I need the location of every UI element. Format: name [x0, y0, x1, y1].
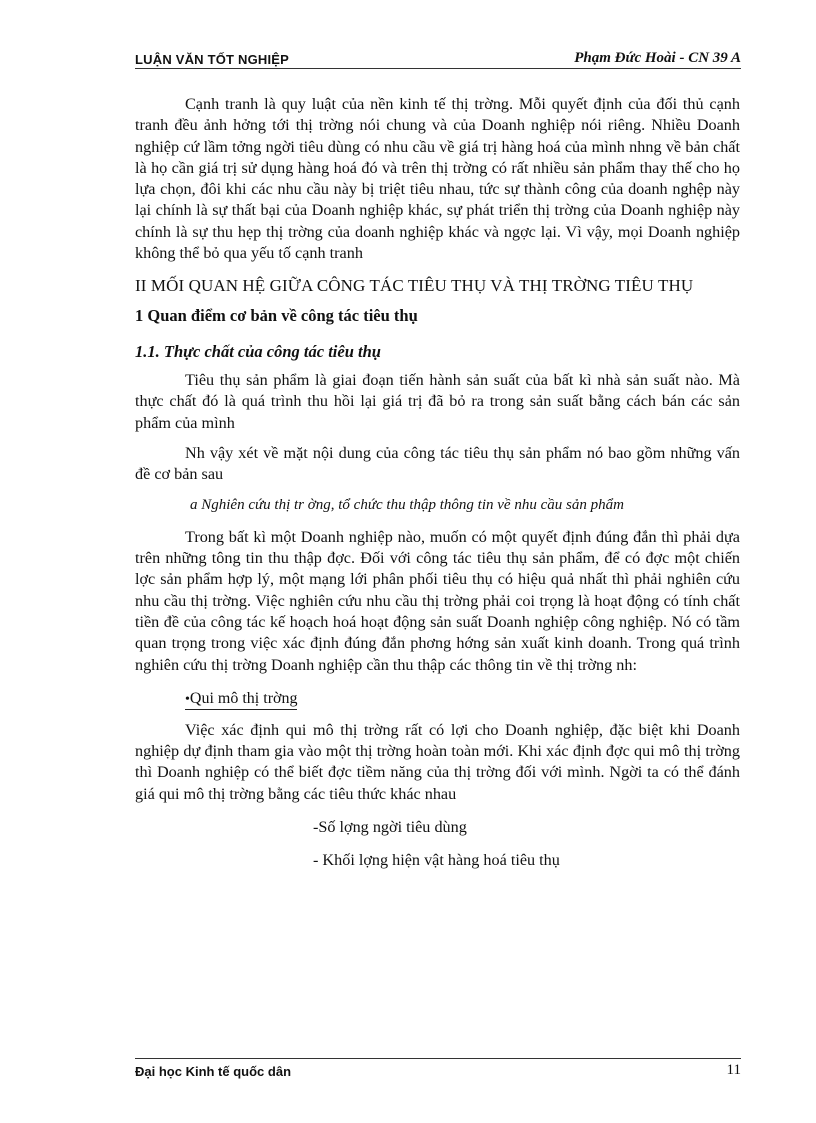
footer-university: Đại học Kinh tế quốc dân [135, 1064, 292, 1079]
item-a-heading: a Nghiên cứu thị tr ờng, tổ chức thu thập thông tin về nhu cầu sản phẩm [190, 497, 624, 514]
page-footer [135, 1058, 741, 1083]
subsection-heading: 1 Quan điểm cơ bản về công tác tiêu thụ [135, 306, 418, 326]
page-number: 11 [726, 1062, 741, 1078]
bullet-item [135, 690, 740, 710]
page-body [135, 94, 740, 872]
subsubsection-heading: 1.1. Thực chất của công tác tiêu thụ [135, 341, 381, 361]
paragraph-competition: Cạnh tranh là quy luật của nền kinh tế thị trờng. Mỗi quyết định của đối thủ cạnh tranh đều ảnh hởng tới thị trờng nói chung và của Doanh nghiệp nói riêng. Nhiều Doanh nghiệp cứ lầm tởng ngời tiêu dùng có nhu cầu về giá trị hàng hoá của mình nhng về bản chất là họ cần giá trị sử dụng hàng hoá đó và trên thị trờng có rất nhiều sản phẩm thay thế cho họ lựa chọn, đôi khi các nhu cầu này bị triệt tiêu nhau, tức sự thành công của doanh nghệp này lại chính là sự thất bại của Doanh nghiệp khác, sự phát triển thị trờng của Doanh nghiệp này chính là sự thu hẹp thị trờng của doanh nghiệp khác và ngợc lại. Vì vậy, mọi Doanh nghiệp không thể bỏ qua yếu tố cạnh tranh [135, 95, 740, 263]
bullet-icon: • [185, 691, 190, 707]
header-author: Phạm Đức Hoài - CN 39 A [574, 50, 741, 66]
list-item: -Số lợng ngời tiêu dùng [313, 818, 467, 837]
paragraph-market-size: Việc xác định qui mô thị trờng rất có lợi cho Doanh nghiệp, đặc biệt khi Doanh nghiệp dự định tham gia vào một thị trờng hoàn toàn mới. Khi xác định đợc qui mô thị trờng thì Doanh nghiệp có thể biết đợc tiềm năng của thị trờng đối với mình. Ngời ta có thể đánh giá qui mô thị trờng bằng các tiêu thức khác nhau [135, 720, 740, 803]
list-item: - Khối lợng hiện vật hàng hoá tiêu thụ [313, 851, 560, 870]
page-header [135, 50, 741, 69]
section-heading: II MỐI QUAN HỆ GIỮA CÔNG TÁC TIÊU THỤ VÀ THỊ TRỜNG TIÊU THỤ [135, 276, 694, 296]
paragraph-market-research: Trong bất kì một Doanh nghiệp nào, muốn có một quyết định đúng đắn thì phải dựa trên những tông tin thu thập đợc. Đối với công tác tiêu thụ sản phẩm, để có đợc một chiến lợc sản phẩm hợp lý, một mạng lới phân phối tiêu thụ có hiệu quả nhất thì phải nghiên cứu nhu cầu thị trờng. Việc nghiên cứu nhu cầu thị trờng phải coi trọng là hoạt động có tính chất tiền đề của công tác kế hoạch hoá hoạt động sản suất Doanh nghiệp công nghiệp. Nó có tầm quan trọng trong việc xác định đúng đắn phơng hớng sản xuất kinh doanh. Trong quá trình nghiên cứu thị trờng Doanh nghiệp cần thu thập các thông tin về thị trờng nh: [135, 527, 740, 674]
paragraph-content: Nh vậy xét về mặt nội dung của công tác tiêu thụ sản phẩm nó bao gồm những vấn đề cơ bản sau [135, 443, 740, 484]
bullet-label: Qui mô thị trờng [189, 689, 298, 707]
header-title: LUẬN VĂN TỐT NGHIỆP [135, 52, 290, 67]
bullet-market-size [185, 690, 297, 710]
paragraph-consumption: Tiêu thụ sản phẩm là giai đoạn tiến hành sản suất của bất kì nhà sản suất nào. Mà thực chất đó là quá trình thu hồi lại giá trị đã bỏ ra trong sản suất bằng cách bán các sản phẩm của mình [135, 370, 740, 432]
